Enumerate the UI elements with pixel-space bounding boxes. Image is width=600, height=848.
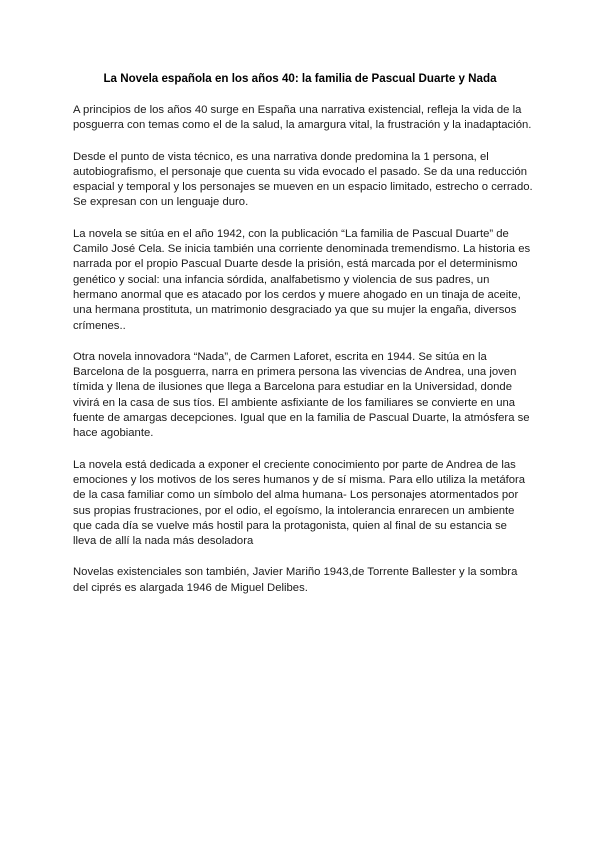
document-body [73, 103, 533, 612]
paragraph-andrea: La novela está dedicada a exponer el creciente conocimiento por parte de Andrea de las emociones y los motivos de los seres humanos y de sí misma. Para ello utiliza la metáfora de la casa familiar como un símbolo del alma humana- Los personajes atormentados por sus propias frustraciones, por el odio, el egoísmo, la intolerancia enrarecen un ambiente que cada día se vuelve más hostil para la protagonista, quien al final de su estancia se lleva de allí la nada más desoladora [73, 458, 526, 548]
paragraph-pascual-duarte: La novela se sitúa en el año 1942, con la publicación “La familia de Pascual Duarte” de Camilo José Cela. Se inicia también una corriente denominada tremendismo. La historia es narrada por el propio Pascual Duarte desde la prisión, está marcada por el determinismo genético y social: una infancia sórdida, analfabetismo y violencia de sus padres, un hermano anormal que es atacado por los cerdos y muere ahogado en un tinaja de aceite, una hermana prostituta, un matrimonio desgraciado ya que su mujer la engaña, diversos crímenes.. [73, 227, 531, 332]
paragraph-other-novels: Novelas existenciales son también, Javier Mariño 1943,de Torrente Ballester y la sombra del ciprés es alargada 1946 de Miguel Delibes. [73, 566, 518, 594]
paragraph-nada: Otra novela innovadora “Nada”, de Carmen Laforet, escrita en 1944. Se sitúa en la Barcelona de la posguerra, narra en primera persona las vivencias de Andrea, una joven tímida y llena de ilusiones que llega a Barcelona para estudiar en la Universidad, donde vivirá en la casa de sus tíos. El ambiente asfixiante de los familiares se convierte en una fuente de amargas decepciones. Igual que en la familia de Pascual Duarte, la atmósfera se hace agobiante. [73, 350, 530, 440]
paragraph-technique: Desde el punto de vista técnico, es una narrativa donde predomina la 1 persona, el autobiografismo, el personaje que cuenta su vida evocado el pasado. Se da una reducción espacial y temporal y los personajes se mueven en un espacio limitado, estrecho o cerrado. Se expresan con un lenguaje duro. [73, 150, 533, 209]
document-title: La Novela española en los años 40: la familia de Pascual Duarte y Nada [103, 72, 497, 85]
paragraph-intro: A principios de los años 40 surge en España una narrativa existencial, refleja la vida de la posguerra con temas como el de la salud, la amargura vital, la frustración y la inadaptación. [73, 104, 532, 132]
